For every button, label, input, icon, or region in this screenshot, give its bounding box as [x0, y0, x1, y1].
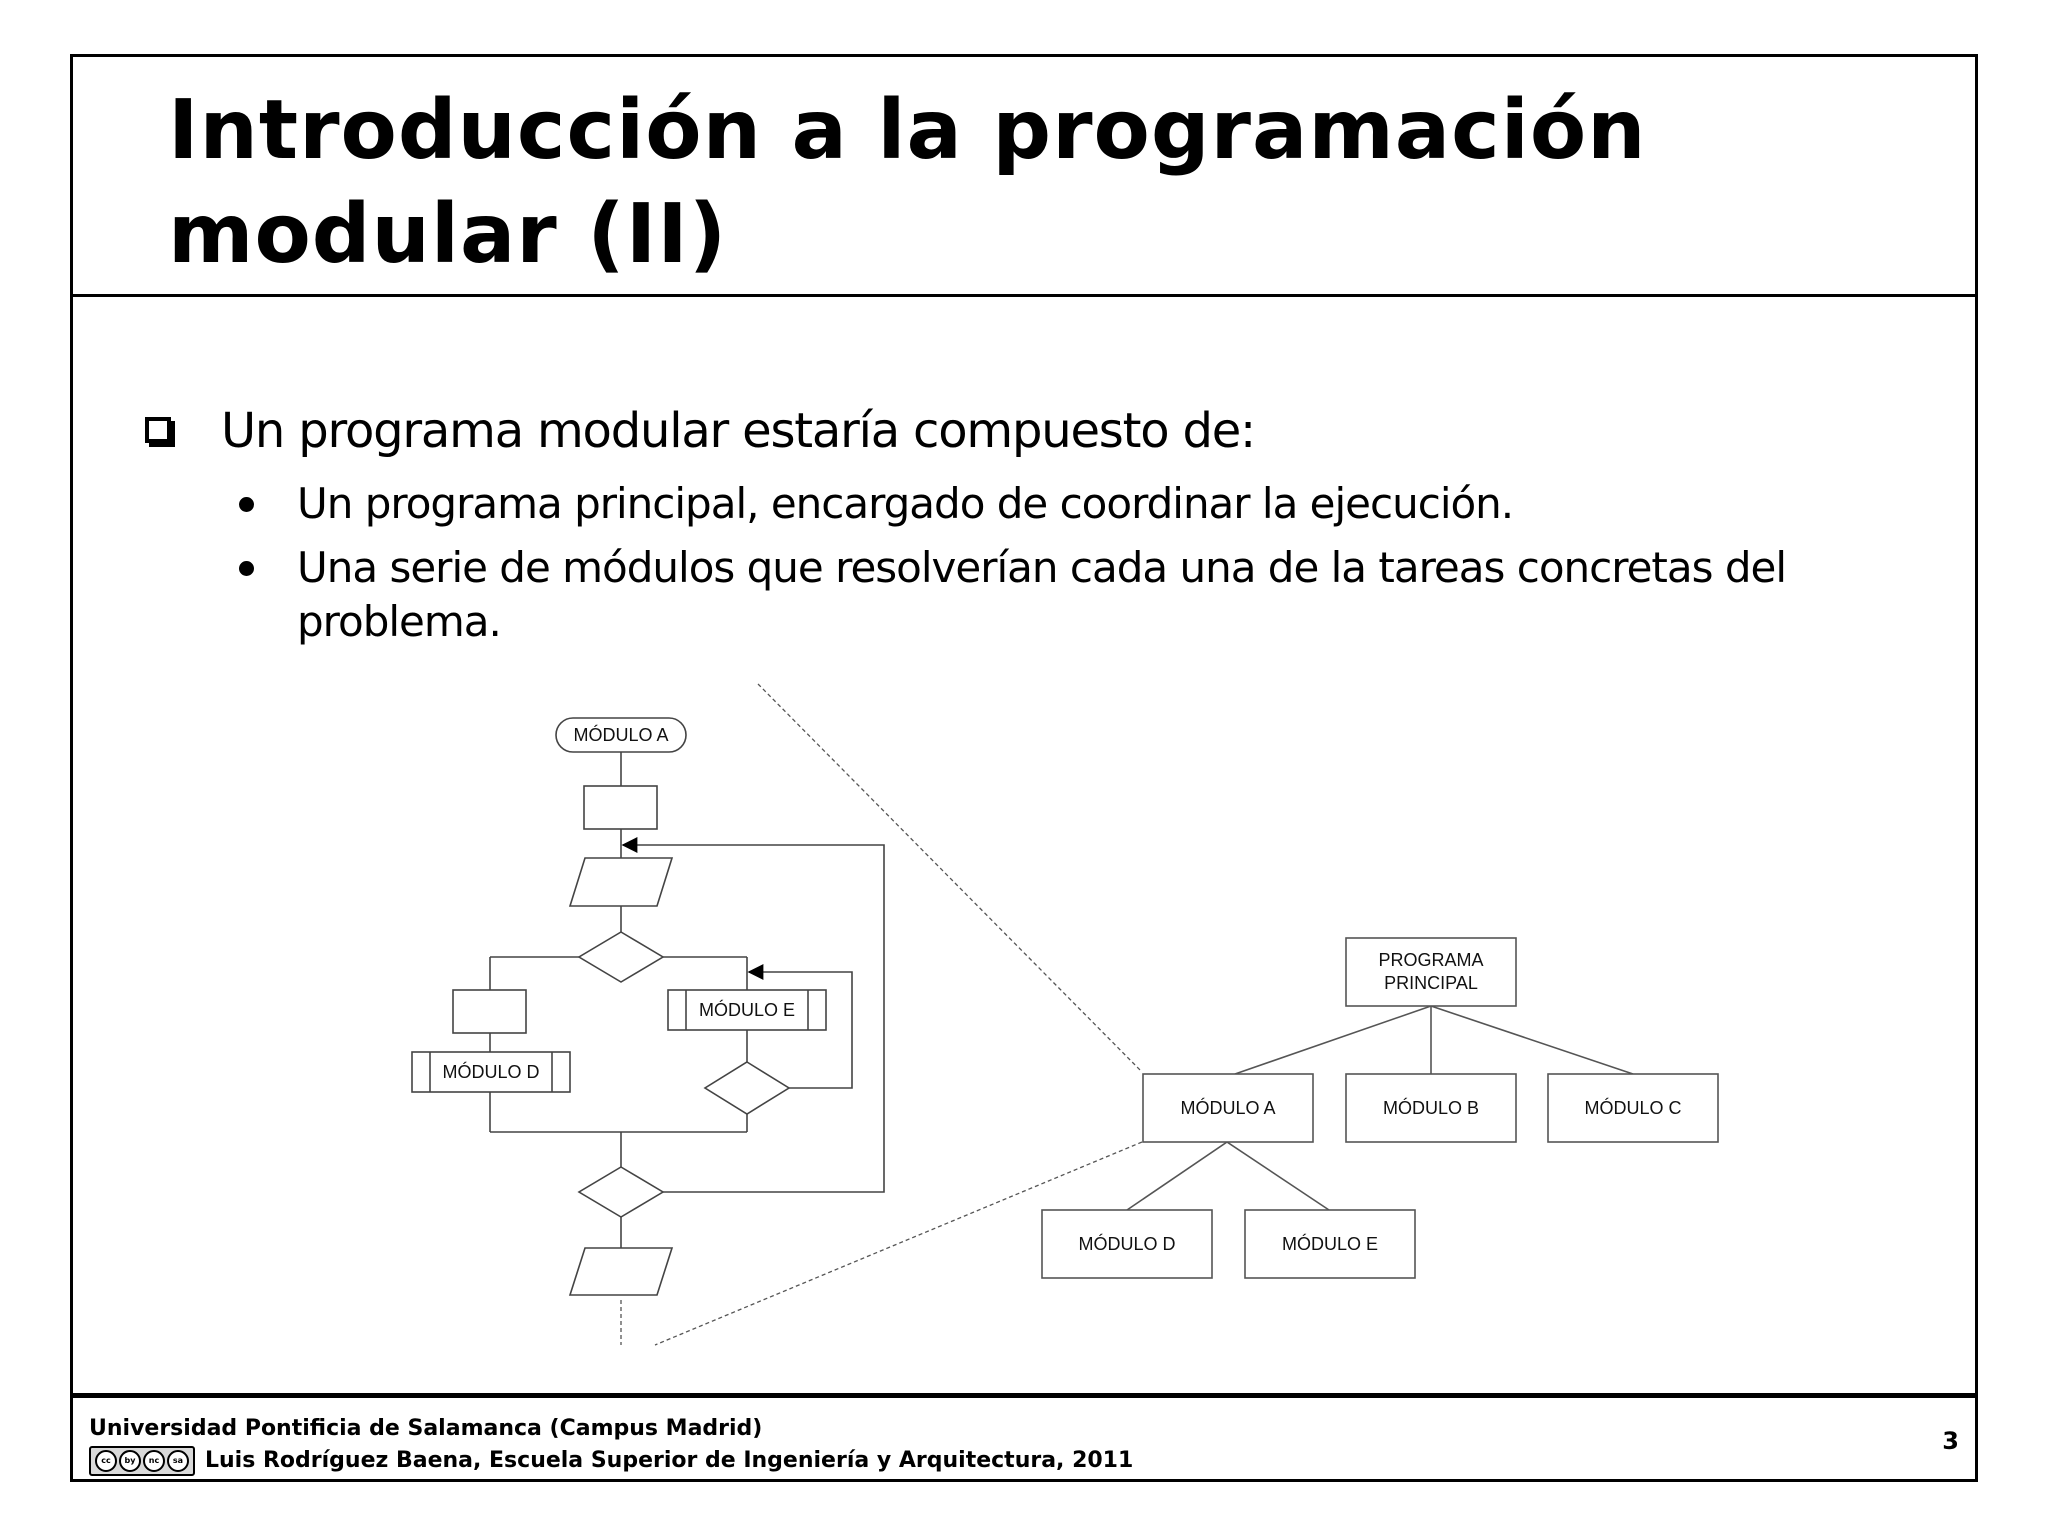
- footer-author: Luis Rodríguez Baena, Escuela Superior de Ingeniería y Arquitectura, 2011: [205, 1448, 1134, 1473]
- hierarchy-module-a-label: MÓDULO A: [1180, 1098, 1276, 1118]
- flowchart-input-parallelogram: [570, 858, 672, 906]
- flowchart-decision-2: [705, 1062, 789, 1114]
- flowchart-process-box-left: [453, 990, 526, 1033]
- hierarchy-root-label-1: PROGRAMA: [1378, 950, 1484, 970]
- flowchart-module-a: [412, 718, 884, 1295]
- hierarchy-module-b-label: MÓDULO B: [1382, 1098, 1480, 1118]
- sub-bullet-text: Un programa principal, encargado de coordinar la ejecución.: [297, 479, 1514, 528]
- flowchart-call-d-label: MÓDULO D: [442, 1062, 540, 1082]
- hierarchy-module-e-label: MÓDULO E: [1281, 1234, 1379, 1254]
- hierarchy-root-label-2: PRINCIPAL: [1384, 973, 1478, 993]
- main-bullet-text: Un programa modular estaría compuesto de:: [221, 403, 1256, 459]
- flowchart-decision-1: [579, 932, 663, 982]
- hierarchy-module-c-label: MÓDULO C: [1584, 1098, 1682, 1118]
- flowchart-decision-3: [579, 1167, 663, 1217]
- title-line-1: Introducción a la programación: [168, 83, 1647, 178]
- creative-commons-icon: cc by nc sa: [89, 1446, 195, 1476]
- title-line-2: modular (II): [168, 187, 728, 282]
- flowchart-output-parallelogram: [570, 1248, 672, 1295]
- flowchart-call-e-label: MÓDULO E: [698, 1000, 796, 1020]
- page-number: 3: [1942, 1427, 1959, 1455]
- hierarchy-root-box: [1346, 938, 1516, 1006]
- flowchart-process-box: [584, 786, 657, 829]
- sub-bullet-text: Una serie de módulos que resolverían cada una de la tareas concretas del problema.: [297, 543, 1787, 646]
- hierarchy-module-d-label: MÓDULO D: [1078, 1234, 1176, 1254]
- flowchart-start-label: MÓDULO A: [573, 725, 669, 745]
- footer-institution: Universidad Pontificia de Salamanca (Campus Madrid): [89, 1416, 763, 1441]
